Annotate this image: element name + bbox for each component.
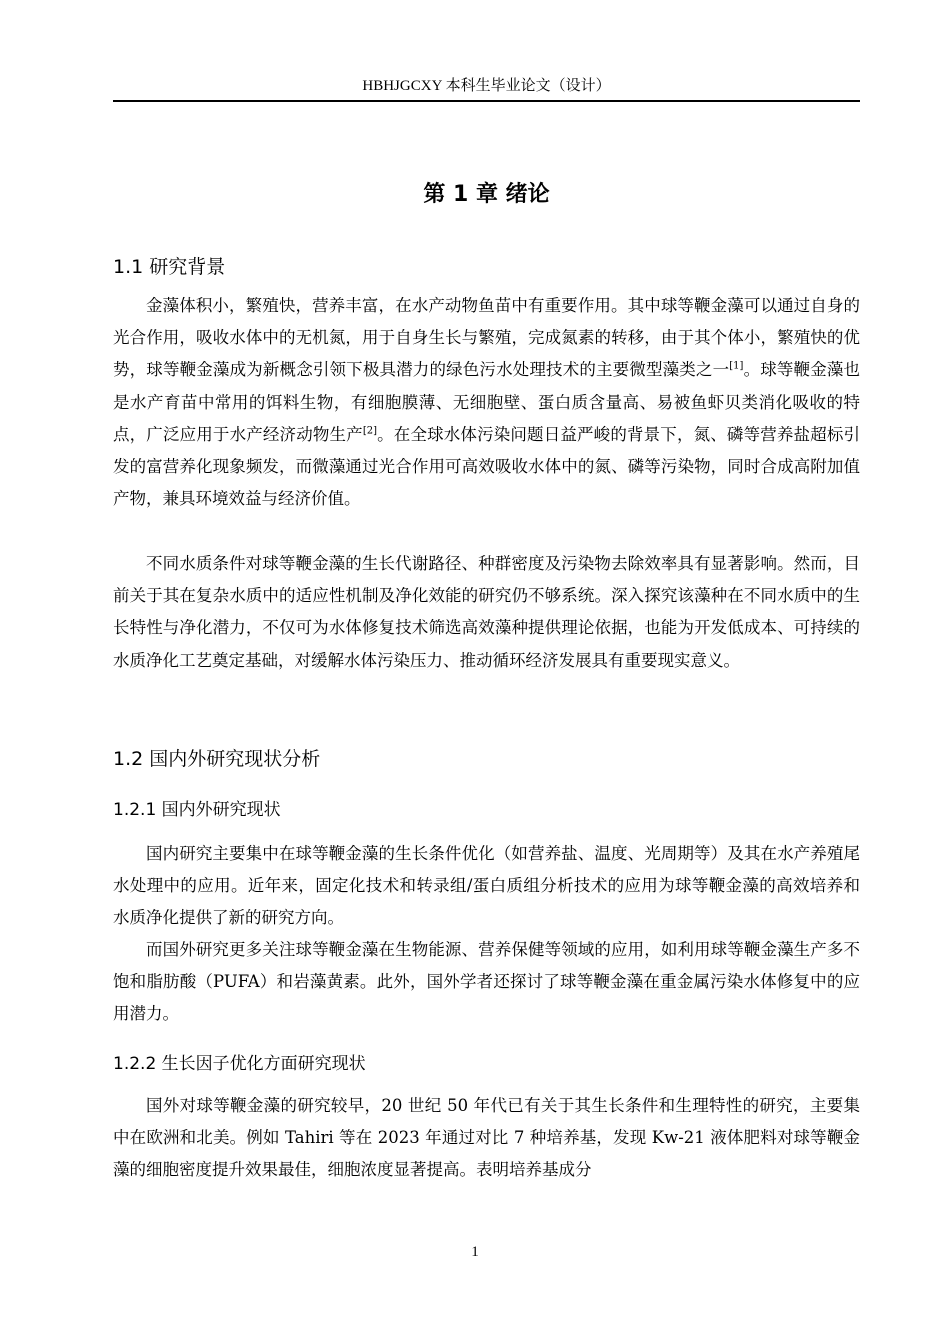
section-heading-1-1: 1.1 研究背景 [113,256,226,278]
chapter-title: 第 1 章 绪论 [423,182,550,207]
running-header: HBHJGCXY 本科生毕业论文（设计） [362,78,611,94]
section-heading-1-2: 1.2 国内外研究现状分析 [113,748,321,770]
subsection-heading-1-2-2: 1.2.2 生长因子优化方面研究现状 [113,1054,366,1074]
page-number: 1 [471,1244,479,1260]
paragraph-text: 金藻体积小，繁殖快，营养丰富，在水产动物鱼苗中有重要作用。其中球等鞭金藻可以通过自身的光合作用，吸收水体中的无机氮，用于自身生长与繁殖，完成氮素的转移，由于其个体小，繁殖快的优势，球等鞭金藻成为新概念引领下极具潜力的绿色污水处理技术的主要微型藻类之一 [113,296,860,380]
paragraph-status-2: 而国外研究更多关注球等鞭金藻在生物能源、营养保健等领域的应用，如利用球等鞭金藻生产多不饱和脂肪酸（PUFA）和岩藻黄素。此外，国外学者还探讨了球等鞭金藻在重金属污染水体修复中的应用潜力。 [113,940,860,1024]
citation-ref-1: [1] [729,360,744,372]
subsection-heading-1-2-1: 1.2.1 国内外研究现状 [113,800,281,820]
citation-ref-2: [2] [362,425,377,437]
paragraph-text: 。球等鞭金藻也是水产育苗中常用的饵料生物，有细胞膜薄、无细胞壁、蛋白质含量高、易被鱼虾贝类消化吸收的特点，广泛应用于水产经济动物生产 [113,360,861,444]
paragraph-text: 。在全球水体污染问题日益严峻的背景下，氮、磷等营养盐超标引发的富营养化现象频发，而微藻通过光合作用可高效吸收水体中的氮、磷等污染物，同时合成高附加值产物，兼具环境效益与经济价值。 [113,424,861,509]
paragraph-background-1 [113,290,860,515]
paragraph-growth-factor-1: 国外对球等鞭金藻的研究较早，20 世纪 50 年代已有关于其生长条件和生理特性的研究，主要集中在欧洲和北美。例如 Tahiri 等在 2023 年通过对比 7 种培养基，发现 Kw-21 液体肥料对球等鞭金藻的细胞密度提升效果最佳，细胞浓度显著提高。表明培养基成分 [113,1096,860,1180]
paragraph-background-2: 不同水质条件对球等鞭金藻的生长代谢路径、种群密度及污染物去除效率具有显著影响。然而，目前关于其在复杂水质中的适应性机制及净化效能的研究仍不够系统。深入探究该藻种在不同水质中的生长特性与净化潜力，不仅可为水体修复技术筛选高效藻种提供理论依据，也能为开发低成本、可持续的水质净化工艺奠定基础，对缓解水体污染压力、推动循环经济发展具有重要现实意义。 [113,554,860,670]
header-rule [113,100,860,102]
paragraph-status-1: 国内研究主要集中在球等鞭金藻的生长条件优化（如营养盐、温度、光周期等）及其在水产养殖尾水处理中的应用。近年来，固定化技术和转录组/蛋白质组分析技术的应用为球等鞭金藻的高效培养和水质净化提供了新的研究方向。 [113,844,860,928]
